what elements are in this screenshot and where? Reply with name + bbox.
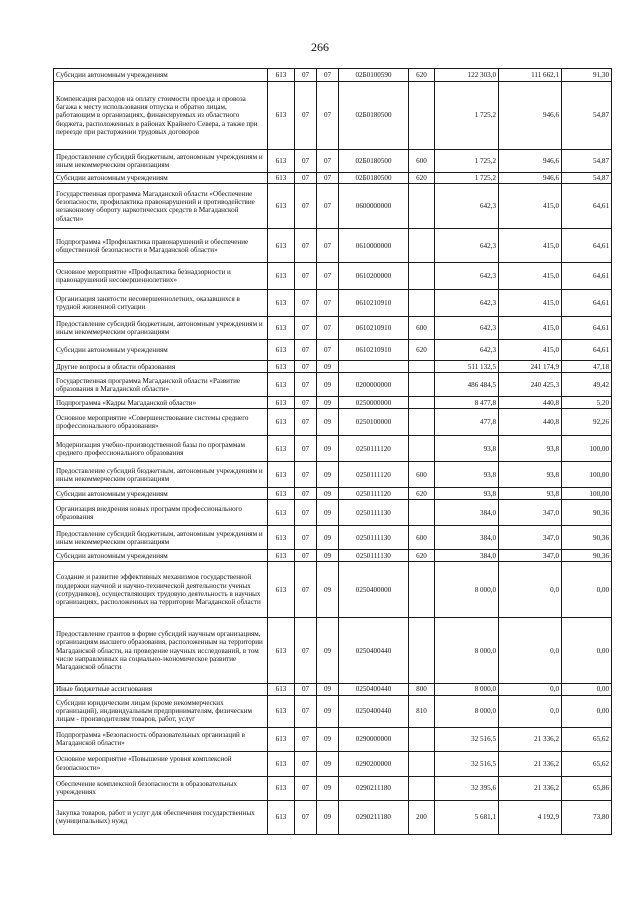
row-ved: 613 xyxy=(268,751,295,776)
row-name: Иные бюджетные ассигнования xyxy=(54,684,268,695)
row-ved: 613 xyxy=(268,150,295,173)
row-rz: 07 xyxy=(295,800,317,834)
row-fact: 0,0 xyxy=(499,618,562,684)
row-plan: 8 000,0 xyxy=(435,684,499,695)
row-ved: 613 xyxy=(268,776,295,800)
row-vr: 200 xyxy=(409,800,435,834)
row-pct: 64,61 xyxy=(562,290,612,317)
row-plan: 384,0 xyxy=(435,500,499,526)
table-row xyxy=(54,727,612,751)
row-pr: 07 xyxy=(317,229,339,263)
row-csr: 0250100000 xyxy=(339,409,409,436)
row-csr: 02Б0180500 xyxy=(339,82,409,150)
table-row xyxy=(54,397,612,409)
row-name: Создание и развитие эффективных механизмов государственной поддержки научной и научно-технической деятельности ученых (сотрудников), осуществляющих трудовую деятельность в научных организациях, расположенных на территории Магаданской области xyxy=(54,562,268,618)
row-pr: 09 xyxy=(317,751,339,776)
row-rz: 07 xyxy=(295,150,317,173)
table-row xyxy=(54,229,612,263)
row-pr: 09 xyxy=(317,409,339,436)
row-ved: 613 xyxy=(268,695,295,727)
row-plan: 642,3 xyxy=(435,184,499,229)
row-pr: 07 xyxy=(317,340,339,361)
row-name: Обеспечение комплексной безопасности в образовательных учреждениях xyxy=(54,776,268,800)
row-ved: 613 xyxy=(268,373,295,397)
row-plan: 384,0 xyxy=(435,526,499,550)
row-plan: 642,3 xyxy=(435,263,499,290)
row-name: Субсидии автономным учреждениям xyxy=(54,69,268,82)
table-row xyxy=(54,290,612,317)
table-row xyxy=(54,184,612,229)
row-vr: 600 xyxy=(409,462,435,488)
row-name: Подпрограмма «Профилактика правонарушений и обеспечение общественной безопасности в Магаданской области» xyxy=(54,229,268,263)
row-rz: 07 xyxy=(295,173,317,184)
row-name: Основное мероприятие «Повышение уровня комплексной безопасности» xyxy=(54,751,268,776)
row-rz: 07 xyxy=(295,184,317,229)
row-rz: 07 xyxy=(295,550,317,562)
row-ved: 613 xyxy=(268,340,295,361)
row-pct: 65,62 xyxy=(562,727,612,751)
row-plan: 642,3 xyxy=(435,290,499,317)
table-row xyxy=(54,695,612,727)
row-pr: 09 xyxy=(317,436,339,462)
row-ved: 613 xyxy=(268,263,295,290)
row-csr: 0250111130 xyxy=(339,500,409,526)
row-pct: 54,87 xyxy=(562,82,612,150)
row-csr: 0290211180 xyxy=(339,800,409,834)
row-pr: 09 xyxy=(317,562,339,618)
table-row xyxy=(54,409,612,436)
row-rz: 07 xyxy=(295,69,317,82)
row-plan: 642,3 xyxy=(435,317,499,340)
row-ved: 613 xyxy=(268,397,295,409)
row-plan: 93,8 xyxy=(435,488,499,500)
row-rz: 07 xyxy=(295,776,317,800)
row-rz: 07 xyxy=(295,526,317,550)
row-vr xyxy=(409,618,435,684)
budget-table xyxy=(53,68,612,835)
row-plan: 5 681,1 xyxy=(435,800,499,834)
row-pr: 07 xyxy=(317,317,339,340)
row-plan: 32 395,6 xyxy=(435,776,499,800)
row-plan: 8 000,0 xyxy=(435,562,499,618)
row-ved: 613 xyxy=(268,173,295,184)
row-csr: 0290211180 xyxy=(339,776,409,800)
row-ved: 613 xyxy=(268,409,295,436)
row-vr xyxy=(409,397,435,409)
row-pct: 90,36 xyxy=(562,526,612,550)
row-name: Модернизация учебно-производственной базы по программам среднего профессионального образования xyxy=(54,436,268,462)
row-pct: 5,20 xyxy=(562,397,612,409)
row-vr: 600 xyxy=(409,150,435,173)
row-vr xyxy=(409,436,435,462)
row-pct: 65,62 xyxy=(562,751,612,776)
table-row xyxy=(54,82,612,150)
row-name: Другие вопросы в области образования xyxy=(54,361,268,373)
row-csr: 0290000000 xyxy=(339,727,409,751)
row-rz: 07 xyxy=(295,409,317,436)
row-pct: 49,42 xyxy=(562,373,612,397)
row-pct: 64,61 xyxy=(562,317,612,340)
row-pct: 64,61 xyxy=(562,184,612,229)
row-vr: 810 xyxy=(409,695,435,727)
row-rz: 07 xyxy=(295,361,317,373)
row-vr: 620 xyxy=(409,340,435,361)
row-rz: 07 xyxy=(295,488,317,500)
row-name: Предоставление субсидий бюджетным, автономным учреждениям и иным некоммерческим организациям xyxy=(54,526,268,550)
row-ved: 613 xyxy=(268,82,295,150)
row-fact: 21 336,2 xyxy=(499,776,562,800)
row-pr: 07 xyxy=(317,184,339,229)
row-name: Подпрограмма «Кадры Магаданской области» xyxy=(54,397,268,409)
table-row xyxy=(54,69,612,82)
row-ved: 613 xyxy=(268,526,295,550)
row-name: Предоставление субсидий бюджетным, автономным учреждениям и иным некоммерческим организациям xyxy=(54,317,268,340)
row-plan: 8 000,0 xyxy=(435,618,499,684)
row-csr: 0250111120 xyxy=(339,462,409,488)
row-pct: 100,00 xyxy=(562,488,612,500)
row-csr: 0250400440 xyxy=(339,695,409,727)
row-name: Закупка товаров, работ и услуг для обеспечения государственных (муниципальных) нужд xyxy=(54,800,268,834)
row-vr xyxy=(409,500,435,526)
row-rz: 07 xyxy=(295,727,317,751)
table-row xyxy=(54,361,612,373)
row-ved: 613 xyxy=(268,462,295,488)
row-name: Организация занятости несовершеннолетних, оказавшихся в трудной жизненной ситуации xyxy=(54,290,268,317)
row-name: Субсидии автономным учреждениям xyxy=(54,550,268,562)
row-plan: 486 484,5 xyxy=(435,373,499,397)
row-name: Предоставление субсидий бюджетным, автономным учреждениям и иным некоммерческим организациям xyxy=(54,150,268,173)
row-name: Подпрограмма «Безопасность образовательных организаций в Магаданской области» xyxy=(54,727,268,751)
table-row xyxy=(54,684,612,695)
row-fact: 415,0 xyxy=(499,290,562,317)
row-fact: 347,0 xyxy=(499,550,562,562)
row-pct: 100,00 xyxy=(562,436,612,462)
row-csr: 0250111120 xyxy=(339,436,409,462)
row-pr: 09 xyxy=(317,684,339,695)
row-fact: 440,8 xyxy=(499,397,562,409)
row-pct: 64,61 xyxy=(562,340,612,361)
row-name: Субсидии автономным учреждениям xyxy=(54,340,268,361)
row-rz: 07 xyxy=(295,229,317,263)
row-vr: 600 xyxy=(409,526,435,550)
row-fact: 240 425,3 xyxy=(499,373,562,397)
row-ved: 613 xyxy=(268,500,295,526)
row-rz: 07 xyxy=(295,263,317,290)
table-row xyxy=(54,562,612,618)
row-fact: 241 174,9 xyxy=(499,361,562,373)
table-row xyxy=(54,263,612,290)
row-name: Организация внедрения новых программ профессионального образования xyxy=(54,500,268,526)
row-plan: 32 516,5 xyxy=(435,751,499,776)
row-pr: 07 xyxy=(317,173,339,184)
row-pr: 09 xyxy=(317,800,339,834)
row-ved: 613 xyxy=(268,290,295,317)
table-row xyxy=(54,500,612,526)
row-plan: 384,0 xyxy=(435,550,499,562)
row-fact: 93,8 xyxy=(499,462,562,488)
row-pr: 07 xyxy=(317,150,339,173)
row-vr xyxy=(409,263,435,290)
row-pr: 09 xyxy=(317,397,339,409)
row-pr: 09 xyxy=(317,373,339,397)
row-ved: 613 xyxy=(268,800,295,834)
row-csr: 0610000000 xyxy=(339,229,409,263)
table-row xyxy=(54,776,612,800)
row-ved: 613 xyxy=(268,562,295,618)
row-ved: 613 xyxy=(268,436,295,462)
table-row xyxy=(54,317,612,340)
row-fact: 93,8 xyxy=(499,436,562,462)
row-pct: 0,00 xyxy=(562,684,612,695)
table-row xyxy=(54,462,612,488)
row-csr: 0610210910 xyxy=(339,317,409,340)
row-pr: 09 xyxy=(317,695,339,727)
row-ved: 613 xyxy=(268,727,295,751)
row-vr: 800 xyxy=(409,684,435,695)
row-vr xyxy=(409,776,435,800)
row-fact: 415,0 xyxy=(499,317,562,340)
row-csr: 0610210910 xyxy=(339,290,409,317)
row-pct: 92,26 xyxy=(562,409,612,436)
row-fact: 21 336,2 xyxy=(499,727,562,751)
row-pr: 09 xyxy=(317,776,339,800)
row-pr: 09 xyxy=(317,361,339,373)
row-plan: 1 725,2 xyxy=(435,173,499,184)
row-rz: 07 xyxy=(295,462,317,488)
row-rz: 07 xyxy=(295,397,317,409)
row-pr: 09 xyxy=(317,500,339,526)
row-fact: 347,0 xyxy=(499,500,562,526)
row-ved: 613 xyxy=(268,69,295,82)
row-fact: 415,0 xyxy=(499,340,562,361)
row-fact: 946,6 xyxy=(499,82,562,150)
row-csr: 0290200000 xyxy=(339,751,409,776)
row-rz: 07 xyxy=(295,340,317,361)
row-ved: 613 xyxy=(268,229,295,263)
row-fact: 111 662,1 xyxy=(499,69,562,82)
row-name: Основное мероприятие «Профилактика безнадзорности и правонарушений несовершеннолетних» xyxy=(54,263,268,290)
row-vr: 620 xyxy=(409,69,435,82)
row-rz: 07 xyxy=(295,290,317,317)
row-pct: 64,61 xyxy=(562,263,612,290)
row-name: Субсидии юридическим лицам (кроме некоммерческих организаций), индивидуальным предпринимателям, физическим лицам - производителям товаров, работ, услуг xyxy=(54,695,268,727)
row-csr: 0250400000 xyxy=(339,562,409,618)
row-name: Основное мероприятие «Совершенствование системы среднего профессионального образования» xyxy=(54,409,268,436)
row-csr: 0200000000 xyxy=(339,373,409,397)
row-plan: 642,3 xyxy=(435,340,499,361)
row-rz: 07 xyxy=(295,562,317,618)
row-csr: 0250111130 xyxy=(339,550,409,562)
row-plan: 1 725,2 xyxy=(435,150,499,173)
row-plan: 1 725,2 xyxy=(435,82,499,150)
row-rz: 07 xyxy=(295,684,317,695)
row-pr: 07 xyxy=(317,82,339,150)
row-plan: 32 516,5 xyxy=(435,727,499,751)
row-fact: 21 336,2 xyxy=(499,751,562,776)
row-csr: 0610200000 xyxy=(339,263,409,290)
row-pct: 91,30 xyxy=(562,69,612,82)
table-row xyxy=(54,150,612,173)
row-vr xyxy=(409,82,435,150)
row-fact: 0,0 xyxy=(499,562,562,618)
row-rz: 07 xyxy=(295,618,317,684)
row-vr xyxy=(409,562,435,618)
row-pr: 07 xyxy=(317,290,339,317)
row-fact: 415,0 xyxy=(499,184,562,229)
row-vr xyxy=(409,290,435,317)
row-plan: 8 477,8 xyxy=(435,397,499,409)
row-ved: 613 xyxy=(268,618,295,684)
row-fact: 4 192,9 xyxy=(499,800,562,834)
row-vr xyxy=(409,751,435,776)
row-rz: 07 xyxy=(295,695,317,727)
row-vr xyxy=(409,184,435,229)
table-row xyxy=(54,526,612,550)
row-pr: 09 xyxy=(317,550,339,562)
row-rz: 07 xyxy=(295,436,317,462)
row-vr: 620 xyxy=(409,488,435,500)
row-rz: 07 xyxy=(295,82,317,150)
row-pr: 09 xyxy=(317,618,339,684)
row-pr: 09 xyxy=(317,462,339,488)
row-pct: 100,00 xyxy=(562,462,612,488)
page-number: 266 xyxy=(311,40,329,54)
table-row xyxy=(54,436,612,462)
row-pr: 09 xyxy=(317,488,339,500)
row-pct: 47,18 xyxy=(562,361,612,373)
row-pct: 0,00 xyxy=(562,695,612,727)
table-row xyxy=(54,488,612,500)
row-csr: 02Б0180500 xyxy=(339,150,409,173)
row-plan: 642,3 xyxy=(435,229,499,263)
row-name: Предоставление грантов в форме субсидий научным организациям, организациям высшего образования, расположенным на территории Магаданской области, на проведение научных исследований, в том числе направленных на социально-экономическое развитие Магаданской области xyxy=(54,618,268,684)
row-csr: 0250000000 xyxy=(339,397,409,409)
row-vr xyxy=(409,373,435,397)
row-plan: 122 303,0 xyxy=(435,69,499,82)
row-csr: 0600000000 xyxy=(339,184,409,229)
row-vr xyxy=(409,727,435,751)
row-pct: 0,00 xyxy=(562,562,612,618)
row-csr xyxy=(339,361,409,373)
row-ved: 613 xyxy=(268,184,295,229)
row-pct: 90,36 xyxy=(562,500,612,526)
row-fact: 93,8 xyxy=(499,488,562,500)
row-rz: 07 xyxy=(295,751,317,776)
row-plan: 93,8 xyxy=(435,436,499,462)
row-name: Субсидии автономным учреждениям xyxy=(54,173,268,184)
row-csr: 0250400440 xyxy=(339,618,409,684)
row-pct: 54,87 xyxy=(562,173,612,184)
row-vr xyxy=(409,229,435,263)
row-name: Компенсация расходов на оплату стоимости проезда и провоза багажа к месту использования отпуска и обратно лицам, работающим в организациях, финансируемых из областного бюджета, расположенных в районах Крайнего Севера, а также при переезде при расторжении трудовых договоров xyxy=(54,82,268,150)
row-csr: 02Б0180500 xyxy=(339,173,409,184)
row-csr: 0250111120 xyxy=(339,488,409,500)
row-pr: 09 xyxy=(317,727,339,751)
row-csr: 02Б0100590 xyxy=(339,69,409,82)
row-csr: 0250111130 xyxy=(339,526,409,550)
row-ved: 613 xyxy=(268,361,295,373)
row-fact: 347,0 xyxy=(499,526,562,550)
table-row xyxy=(54,618,612,684)
row-ved: 613 xyxy=(268,488,295,500)
row-rz: 07 xyxy=(295,373,317,397)
row-fact: 415,0 xyxy=(499,263,562,290)
row-ved: 613 xyxy=(268,684,295,695)
row-pct: 90,36 xyxy=(562,550,612,562)
row-plan: 93,8 xyxy=(435,462,499,488)
row-fact: 0,0 xyxy=(499,695,562,727)
row-name: Государственная программа Магаданской области «Развитие образования в Магаданской области» xyxy=(54,373,268,397)
row-vr: 600 xyxy=(409,317,435,340)
row-name: Государственная программа Магаданской области «Обеспечение безопасности, профилактика правонарушений и противодействие незаконному обороту наркотических средств в Магаданской области» xyxy=(54,184,268,229)
row-vr xyxy=(409,409,435,436)
row-ved: 613 xyxy=(268,550,295,562)
row-pr: 07 xyxy=(317,69,339,82)
row-vr xyxy=(409,361,435,373)
row-csr: 0250400440 xyxy=(339,684,409,695)
row-rz: 07 xyxy=(295,500,317,526)
row-rz: 07 xyxy=(295,317,317,340)
row-pct: 65,86 xyxy=(562,776,612,800)
row-csr: 0610210910 xyxy=(339,340,409,361)
row-plan: 8 000,0 xyxy=(435,695,499,727)
row-pct: 0,00 xyxy=(562,618,612,684)
row-vr: 620 xyxy=(409,550,435,562)
row-pct: 54,87 xyxy=(562,150,612,173)
row-plan: 511 132,5 xyxy=(435,361,499,373)
table-row xyxy=(54,751,612,776)
row-name: Предоставление субсидий бюджетным, автономным учреждениям и иным некоммерческим организациям xyxy=(54,462,268,488)
row-pr: 09 xyxy=(317,526,339,550)
row-ved: 613 xyxy=(268,317,295,340)
row-name: Субсидии автономным учреждениям xyxy=(54,488,268,500)
row-fact: 0,0 xyxy=(499,684,562,695)
row-pr: 07 xyxy=(317,263,339,290)
row-fact: 415,0 xyxy=(499,229,562,263)
table-row xyxy=(54,550,612,562)
table-row xyxy=(54,373,612,397)
row-plan: 477,8 xyxy=(435,409,499,436)
table-row xyxy=(54,340,612,361)
row-fact: 440,8 xyxy=(499,409,562,436)
row-fact: 946,6 xyxy=(499,150,562,173)
row-vr: 620 xyxy=(409,173,435,184)
table-row xyxy=(54,173,612,184)
row-pct: 64,61 xyxy=(562,229,612,263)
row-fact: 946,6 xyxy=(499,173,562,184)
table-row xyxy=(54,800,612,834)
row-pct: 73,80 xyxy=(562,800,612,834)
